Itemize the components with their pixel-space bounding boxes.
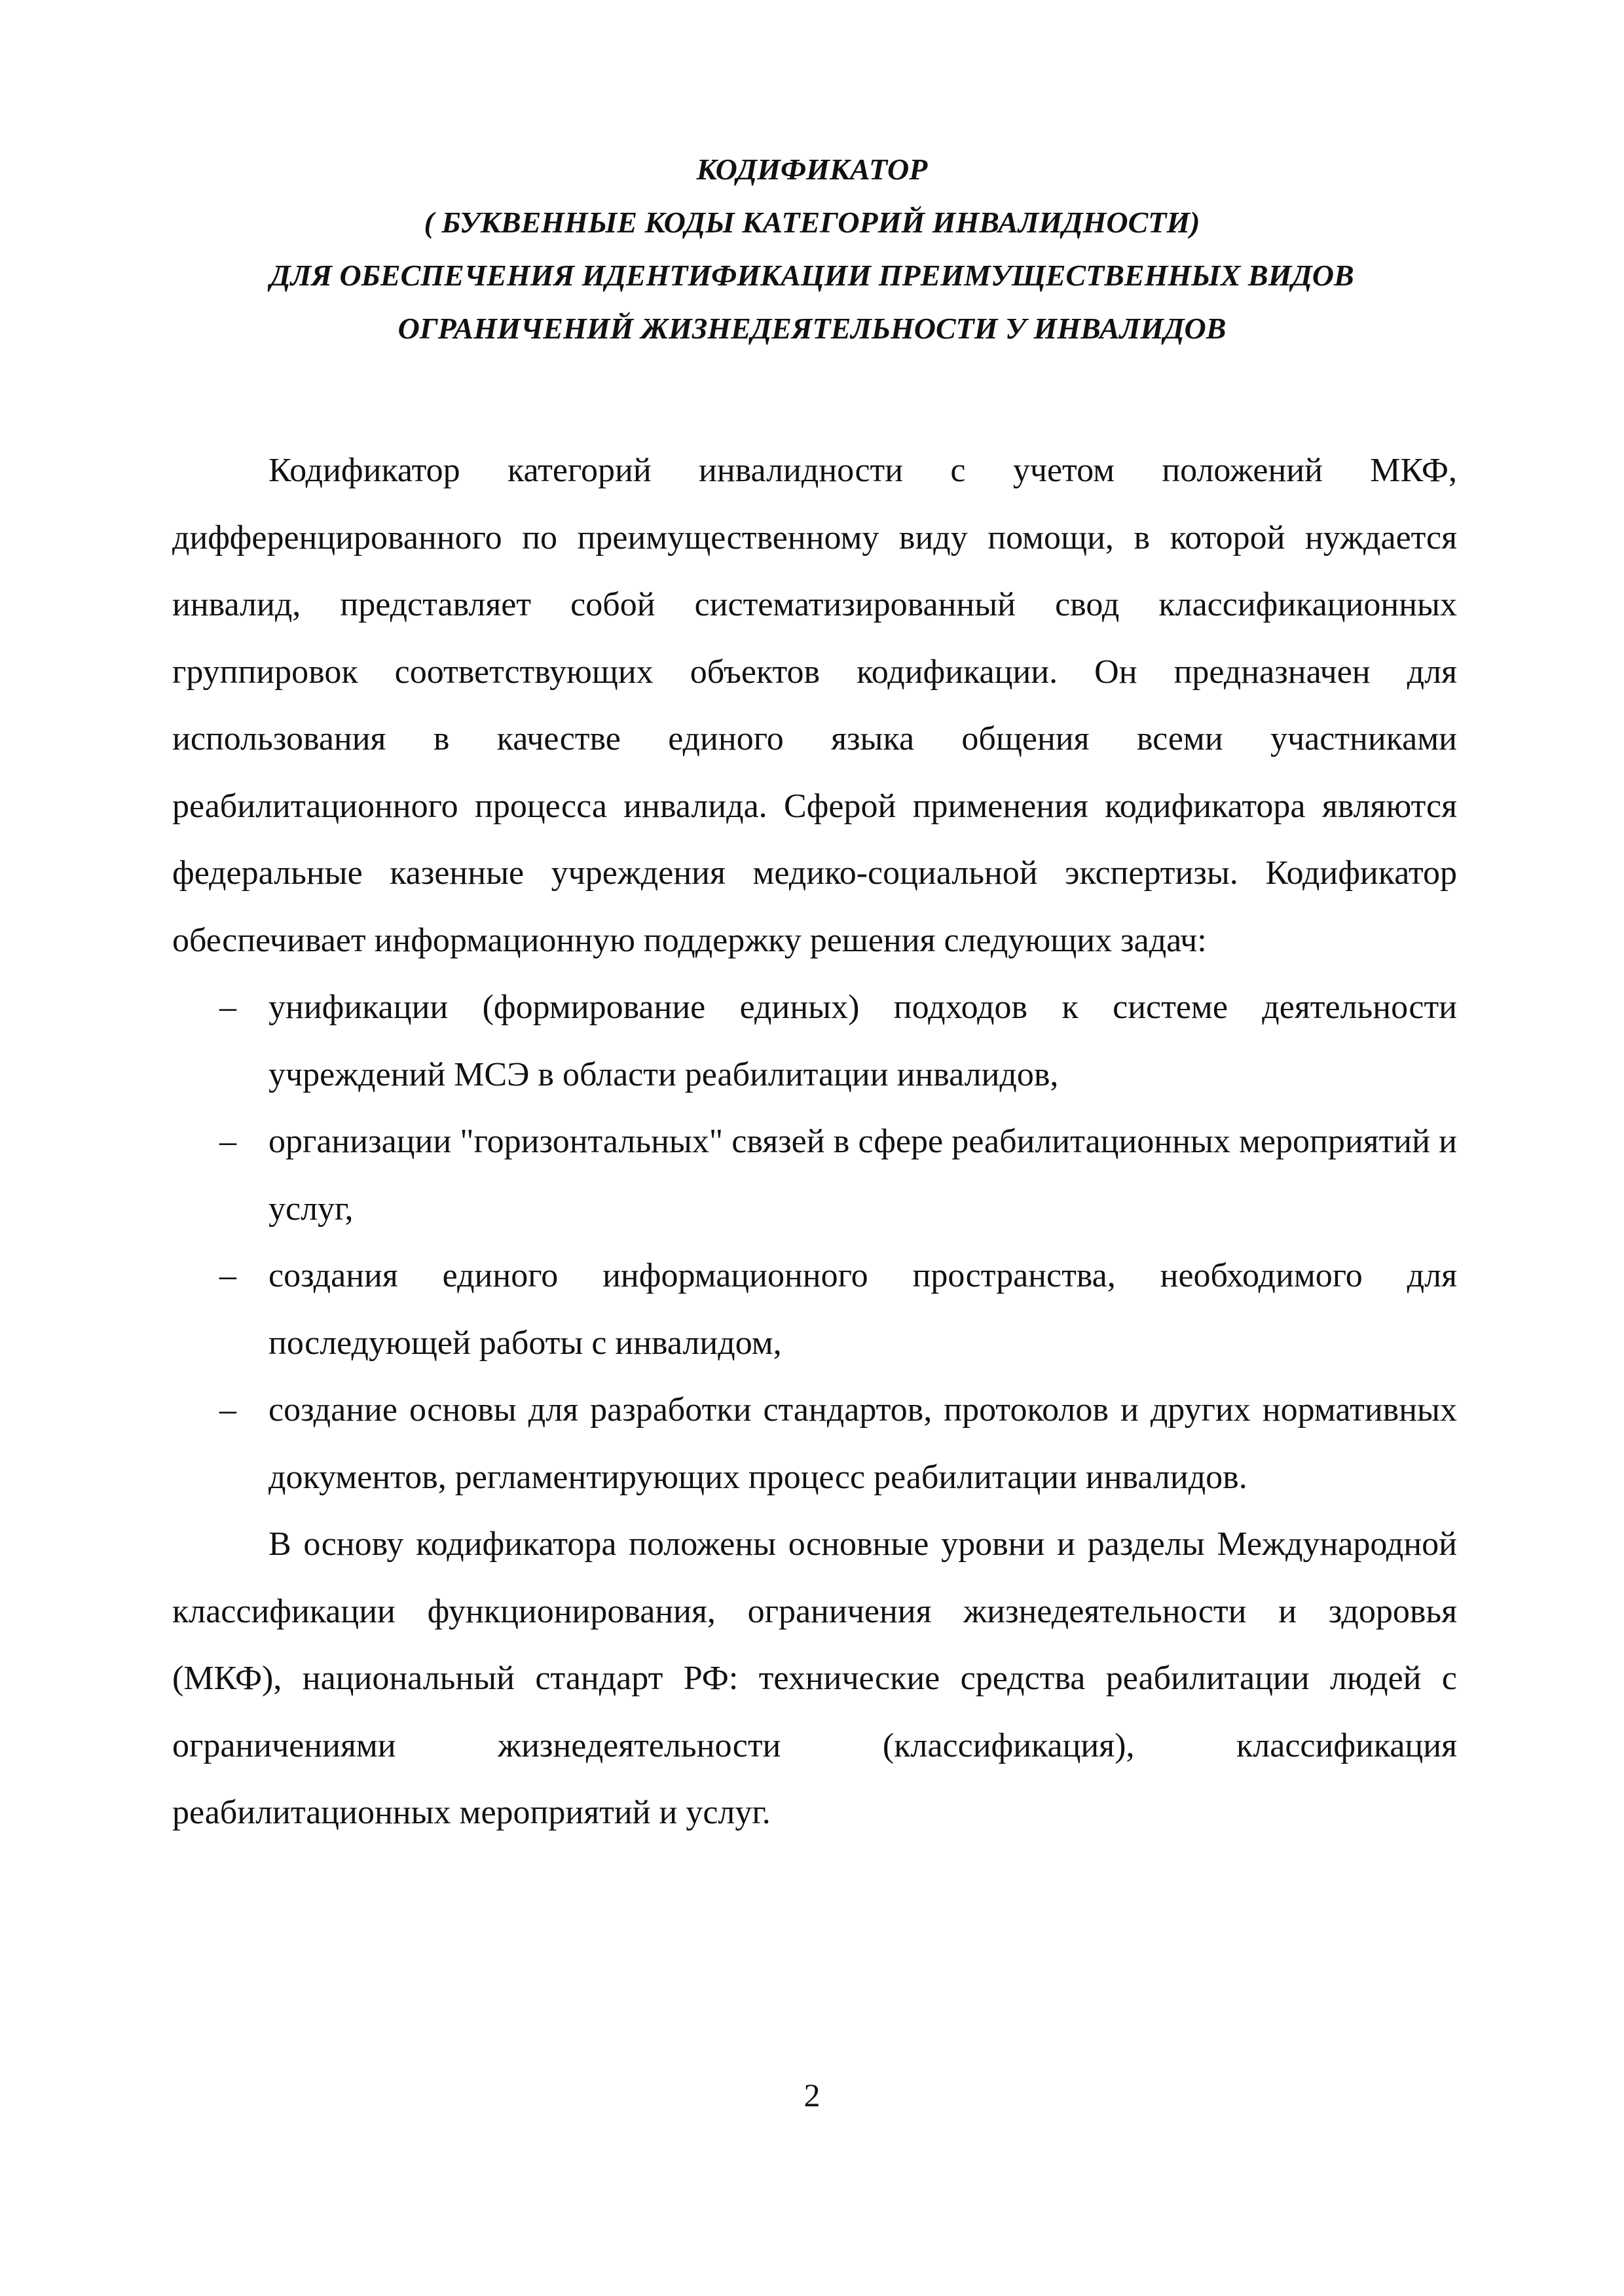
list-item-text: унификации (формирование единых) подходов к системе деятельности учреждений МСЭ в области реабилитации инвалидов, (268, 989, 1457, 1093)
document-body (172, 437, 1457, 1847)
list-item-text: создание основы для разработки стандартов, протоколов и других нормативных документов, регламентирующих процесс реабилитации инвалидов. (268, 1391, 1457, 1496)
dash-bullet-icon: – (219, 1257, 236, 1294)
title-line-4: ОГРАНИЧЕНИЙ ЖИЗНЕДЕЯТЕЛЬНОСТИ У ИНВАЛИДОВ (397, 312, 1227, 345)
list-item-text: организации "горизонтальных" связей в сфере реабилитационных мероприятий и услуг, (268, 1123, 1457, 1228)
task-list (172, 974, 1457, 1511)
list-item (172, 1243, 1457, 1377)
list-item (172, 1377, 1457, 1511)
document-title (170, 143, 1454, 355)
title-line-2: ( БУКВЕННЫЕ КОДЫ КАТЕГОРИЙ ИНВАЛИДНОСТИ) (424, 206, 1200, 239)
list-item (172, 1108, 1457, 1243)
intro-paragraph: Кодификатор категорий инвалидности с учетом положений МКФ, дифференцированного по преимущественному виду помощи, в которой нуждается инвалид, представляет собой систематизированный свод классификационных группировок соответствующих объектов кодификации. Он предназначен для использования в качестве единого языка общения всеми участниками реабилитационного процесса инвалида. Сферой применения кодификатора являются федеральные казенные учреждения медико-социальной экспертизы. Кодификатор обеспечивает информационную поддержку решения следующих задач: (172, 452, 1457, 959)
dash-bullet-icon: – (219, 1123, 236, 1160)
page-number: 2 (803, 2077, 821, 2113)
dash-bullet-icon: – (219, 989, 236, 1026)
title-line-3: ДЛЯ ОБЕСПЕЧЕНИЯ ИДЕНТИФИКАЦИИ ПРЕИМУЩЕСТВЕННЫХ ВИДОВ (270, 259, 1354, 292)
title-line-1: КОДИФИКАТОР (696, 153, 928, 186)
basis-paragraph: В основу кодификатора положены основные уровни и разделы Международной классификации функционирования, ограничения жизнедеятельности и здоровья (МКФ), национальный стандарт РФ: технические средства реабилитации людей с ограничениями жизнедеятельности (классификация), классификация реабилитационных мероприятий и услуг. (172, 1525, 1457, 1831)
list-item-text: создания единого информационного пространства, необходимого для последующей работы с инвалидом, (268, 1257, 1457, 1362)
list-item (172, 974, 1457, 1108)
dash-bullet-icon: – (219, 1391, 236, 1429)
